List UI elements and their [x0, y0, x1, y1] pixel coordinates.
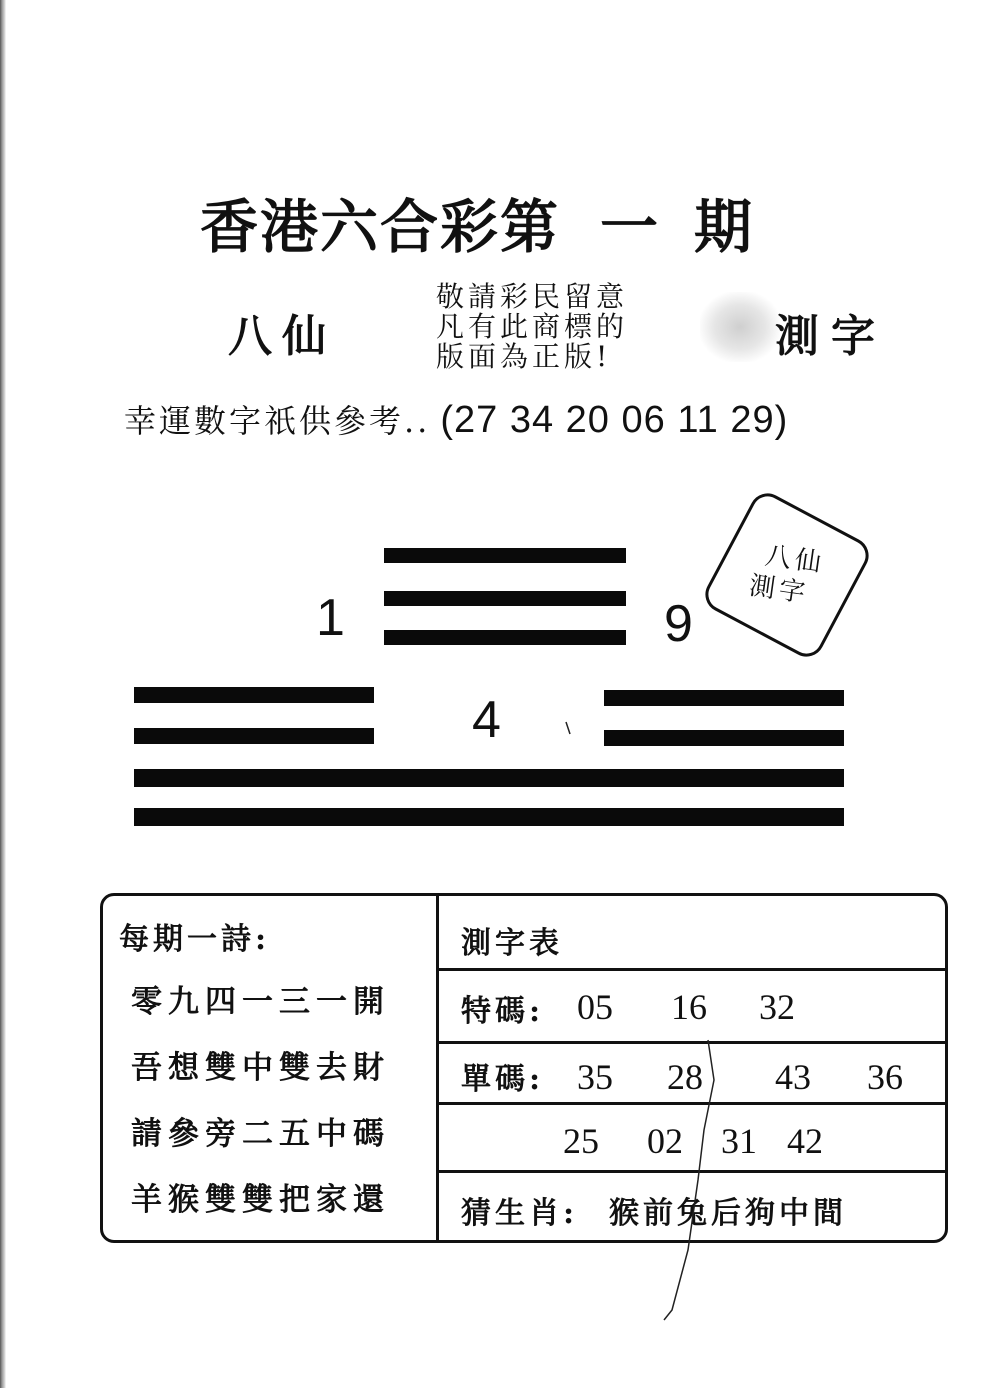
zodiac-label: 猜生肖:	[461, 1196, 579, 1231]
title-text: 香港六合彩第	[200, 193, 561, 261]
digit-top-left: 1	[316, 589, 345, 647]
poem-title: 每期一詩:	[119, 922, 271, 957]
notice-line: 凡有此商標的	[436, 310, 629, 343]
single-number: 02	[647, 1121, 683, 1161]
table-header: 測字表	[461, 926, 563, 961]
poem-line: 請參旁二五中碼	[131, 1116, 390, 1152]
poem-line: 吾想雙中雙去財	[131, 1050, 390, 1086]
brand-right: 測字	[775, 311, 887, 362]
notice-line: 版面為正版!	[436, 340, 612, 373]
trademark-notice	[436, 282, 628, 372]
brand-left: 八仙	[228, 311, 336, 362]
single-label: 單碼:	[461, 1062, 545, 1097]
special-number: 16	[671, 987, 707, 1027]
bar-left-2	[134, 728, 374, 744]
scan-edge-shadow	[0, 0, 6, 1388]
digit-center: 4	[472, 691, 501, 749]
lucky-numbers: (27 34 20 06 11 29)	[440, 399, 789, 441]
bar-top-2	[384, 591, 626, 606]
issue-label: 一期	[600, 193, 789, 261]
zodiac-answer: 猴前兔后狗中間	[609, 1196, 847, 1231]
stamp-line1: 八仙	[763, 540, 827, 580]
bar-top-1	[384, 548, 626, 563]
row-line	[439, 1041, 945, 1044]
lucky-label: 幸運數字祇供參考..	[124, 402, 431, 440]
bar-right-2	[604, 730, 844, 746]
trademark-logo-smudge	[700, 292, 780, 362]
bar-bottom-2	[134, 808, 844, 826]
bar-left-1	[134, 687, 374, 703]
special-label: 特碼:	[461, 994, 545, 1029]
single-number: 35	[577, 1057, 613, 1097]
lucky-numbers-line	[124, 396, 788, 442]
info-table	[100, 893, 948, 1243]
row-line	[439, 1102, 945, 1105]
stamp-line2: 測字	[747, 570, 811, 610]
poem-line: 羊猴雙雙把家還	[131, 1182, 390, 1218]
row-line	[439, 968, 945, 971]
single-number: 43	[775, 1057, 811, 1097]
poem-line: 零九四一三一開	[131, 984, 390, 1020]
prediction-column	[439, 896, 945, 1240]
single-number: 36	[867, 1057, 903, 1097]
page-title	[200, 180, 900, 264]
special-number: 32	[759, 987, 795, 1027]
row-line	[439, 1170, 945, 1173]
bar-top-3	[384, 630, 626, 645]
special-number: 05	[577, 987, 613, 1027]
bar-bottom-1	[134, 769, 844, 787]
bar-right-1	[604, 690, 844, 706]
brand-stamp	[699, 487, 875, 663]
single-number: 31	[721, 1121, 757, 1161]
single-number: 25	[563, 1121, 599, 1161]
notice-line: 敬請彩民留意	[436, 280, 629, 313]
single-number: 42	[787, 1121, 823, 1161]
single-number: 28	[667, 1057, 703, 1097]
digit-top-right: 9	[664, 595, 693, 653]
